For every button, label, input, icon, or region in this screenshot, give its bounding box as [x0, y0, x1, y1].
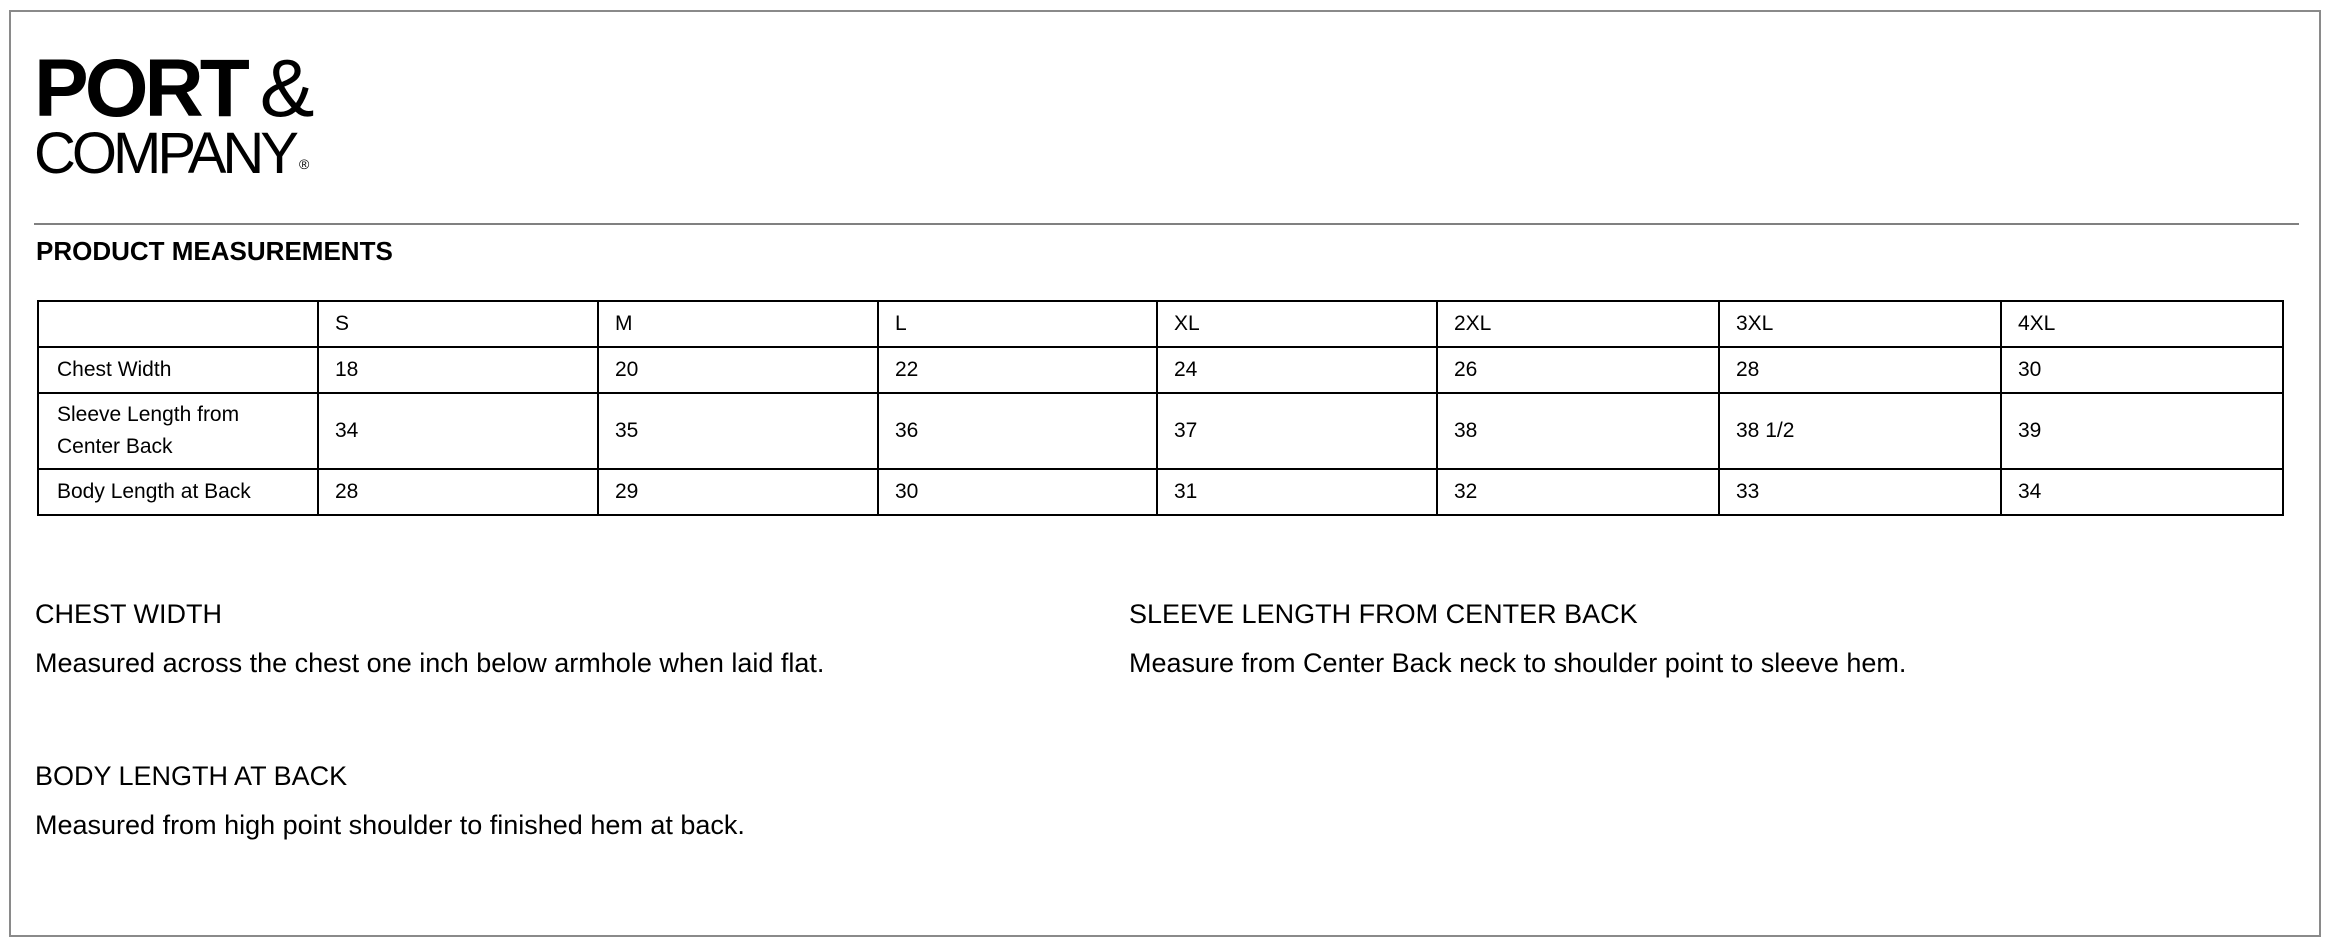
table-cell: 35 — [598, 393, 878, 469]
measurements-table — [37, 300, 2284, 516]
note-title: BODY LENGTH AT BACK — [35, 761, 348, 791]
table-cell: 38 1/2 — [1719, 393, 2001, 469]
table-cell: 30 — [2001, 347, 2283, 393]
table-cell: 29 — [598, 469, 878, 515]
chest-width-note — [35, 598, 824, 679]
size-header: S — [318, 301, 598, 347]
logo-word-company: COMPANY — [34, 121, 295, 186]
table-row — [38, 347, 2283, 393]
table-cell: 20 — [598, 347, 878, 393]
note-text: Measured from high point shoulder to finished hem at back. — [35, 810, 745, 840]
table-row — [38, 393, 2283, 469]
table-row — [38, 469, 2283, 515]
table-cell: 33 — [1719, 469, 2001, 515]
note-title: CHEST WIDTH — [35, 599, 222, 629]
table-cell: 28 — [318, 469, 598, 515]
size-header: 2XL — [1437, 301, 1719, 347]
row-label: Sleeve Length from Center Back — [38, 393, 318, 469]
size-header: L — [878, 301, 1157, 347]
table-cell: 38 — [1437, 393, 1719, 469]
note-title: SLEEVE LENGTH FROM CENTER BACK — [1129, 599, 1638, 629]
table-cell: 34 — [2001, 469, 2283, 515]
row-label: Chest Width — [38, 347, 318, 393]
table-cell: 26 — [1437, 347, 1719, 393]
size-header: XL — [1157, 301, 1437, 347]
table-cell: 28 — [1719, 347, 2001, 393]
table-cell: 18 — [318, 347, 598, 393]
table-cell: 22 — [878, 347, 1157, 393]
section-title: PRODUCT MEASUREMENTS — [36, 236, 393, 266]
table-cell: 34 — [318, 393, 598, 469]
header-empty-cell — [38, 301, 318, 347]
table-cell: 24 — [1157, 347, 1437, 393]
table-cell: 36 — [878, 393, 1157, 469]
brand-logo — [34, 43, 394, 186]
table-cell: 32 — [1437, 469, 1719, 515]
sleeve-length-note — [1129, 598, 1906, 679]
table-header-row — [38, 301, 2283, 347]
body-length-note — [35, 760, 745, 841]
size-header: 4XL — [2001, 301, 2283, 347]
registered-mark: ® — [298, 156, 310, 172]
logo-ampersand: & — [259, 43, 315, 134]
header-divider — [34, 223, 2299, 225]
table-cell: 31 — [1157, 469, 1437, 515]
logo-word-port: PORT — [34, 43, 246, 134]
size-header: 3XL — [1719, 301, 2001, 347]
size-header: M — [598, 301, 878, 347]
table-cell: 37 — [1157, 393, 1437, 469]
row-label: Body Length at Back — [38, 469, 318, 515]
table-cell: 39 — [2001, 393, 2283, 469]
note-text: Measure from Center Back neck to shoulder point to sleeve hem. — [1129, 648, 1907, 678]
table-cell: 30 — [878, 469, 1157, 515]
note-text: Measured across the chest one inch below armhole when laid flat. — [35, 648, 825, 678]
